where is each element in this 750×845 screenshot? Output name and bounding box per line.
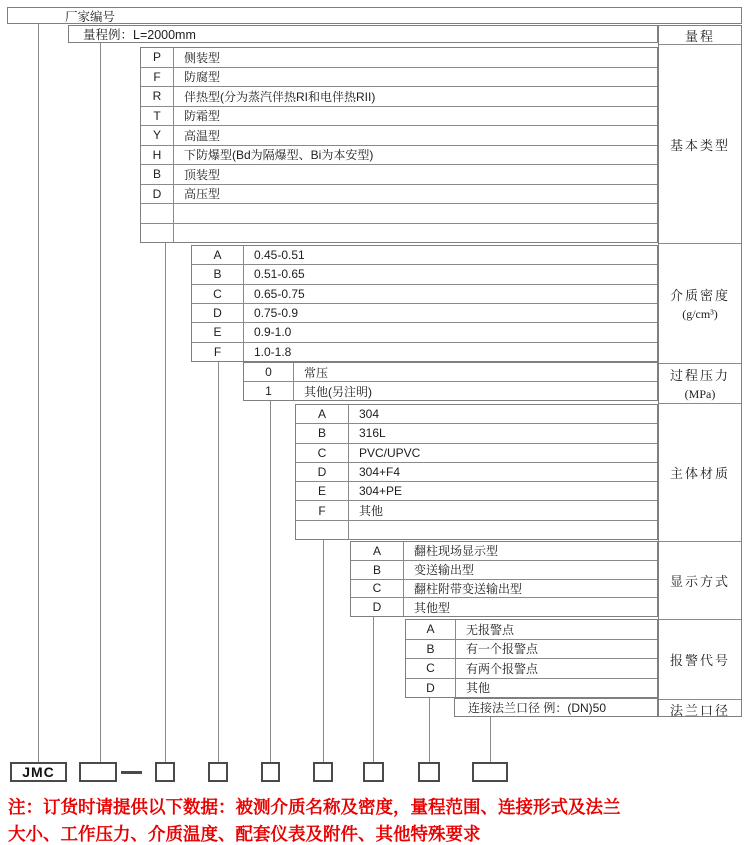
basic-type-row-empty-1	[141, 203, 657, 223]
alarm-row-B: B 有一个报警点	[406, 639, 657, 659]
code-box-alarm	[418, 762, 440, 782]
code-dash	[121, 771, 142, 774]
alarm-row-C: C 有两个报警点	[406, 658, 657, 678]
label-flange: 法兰口径	[659, 699, 741, 718]
density-row-D: D 0.75-0.9	[192, 303, 657, 322]
basic-type-row-T: T 防霜型	[141, 106, 657, 126]
basic-type-row-D: D 高压型	[141, 184, 657, 204]
alarm-row-D: D 其他	[406, 678, 657, 698]
basic-type-row-R: R 伴热型(分为蒸汽伴热RI和电伴热RII)	[141, 86, 657, 106]
connector-flange	[490, 717, 491, 762]
density-block	[191, 245, 658, 362]
model-prefix-box: JMC	[10, 762, 67, 782]
basic-type-row-P: P 侧装型	[141, 48, 657, 67]
connector-basic	[165, 243, 166, 762]
connector-range	[100, 43, 101, 762]
connector-display	[373, 617, 374, 762]
factory-number-row	[7, 7, 742, 24]
connector-density	[218, 362, 219, 762]
code-box-flange	[472, 762, 508, 782]
ordering-note	[8, 794, 748, 845]
label-pressure: 过程压力 (MPa)	[659, 363, 741, 403]
label-material: 主体材质	[659, 403, 741, 541]
code-box-range	[79, 762, 117, 782]
connector-material	[323, 540, 324, 762]
label-basic-type: 基本类型	[659, 44, 741, 243]
range-example-text: 量程例：L=2000mm	[83, 28, 196, 42]
flange-desc: 连接法兰口径 例：(DN)50	[468, 701, 607, 715]
basic-type-row-B: B 顶装型	[141, 164, 657, 184]
pressure-row-0: 0 常压	[244, 363, 657, 381]
pressure-block	[243, 362, 658, 401]
label-range: 量程	[684, 28, 715, 44]
density-row-C: C 0.65-0.75	[192, 284, 657, 303]
code-box-basic	[155, 762, 175, 782]
basic-type-row-H: H 下防爆型(Bd为隔爆型、Bi为本安型)	[141, 145, 657, 165]
basic-type-row-Y: Y 高温型	[141, 125, 657, 145]
density-row-F: F 1.0-1.8	[192, 342, 657, 361]
code-box-pressure	[261, 762, 280, 782]
material-row-B: B 316L	[296, 423, 657, 442]
connector-alarm	[429, 698, 430, 762]
pressure-row-1: 1 其他(另注明)	[244, 381, 657, 400]
basic-type-row-empty-2	[141, 223, 657, 243]
alarm-row-A: A 无报警点	[406, 620, 657, 639]
display-block	[350, 541, 658, 617]
material-row-C: C PVC/UPVC	[296, 443, 657, 462]
code-box-density	[208, 762, 228, 782]
label-alarm: 报警代号	[659, 619, 741, 699]
connector-pressure	[270, 401, 271, 762]
material-row-empty	[296, 520, 657, 539]
label-density: 介质密度 (g/cm³)	[659, 243, 741, 363]
range-row	[68, 25, 658, 43]
material-row-F: F 其他	[296, 500, 657, 519]
material-row-D: D 304+F4	[296, 462, 657, 481]
alarm-block	[405, 619, 658, 698]
density-row-B: B 0.51-0.65	[192, 264, 657, 283]
display-row-A: A 翻柱现场显示型	[351, 542, 657, 560]
display-row-C: C 翻柱附带变送输出型	[351, 579, 657, 598]
label-display: 显示方式	[659, 541, 741, 619]
code-box-display	[363, 762, 384, 782]
ordering-note-line1: 注：订货时请提供以下数据：被测介质名称及密度，量程范围、连接形式及法兰	[8, 797, 621, 817]
basic-type-row-F: F 防腐型	[141, 67, 657, 87]
density-row-A: A 0.45-0.51	[192, 246, 657, 264]
connector-factory	[38, 24, 39, 762]
display-row-B: B 变送输出型	[351, 560, 657, 579]
material-row-E: E 304+PE	[296, 481, 657, 500]
flange-row	[454, 698, 658, 717]
factory-number-label: 厂家编号	[65, 9, 116, 24]
density-row-E: E 0.9-1.0	[192, 322, 657, 341]
display-row-D: D 其他型	[351, 597, 657, 616]
ordering-note-line2: 大小、工作压力、介质温度、配套仪表及附件、其他特殊要求	[8, 824, 481, 844]
basic-type-block	[140, 47, 658, 243]
category-label-column	[658, 25, 742, 717]
material-block	[295, 404, 658, 540]
code-box-material	[313, 762, 333, 782]
material-row-A: A 304	[296, 405, 657, 423]
